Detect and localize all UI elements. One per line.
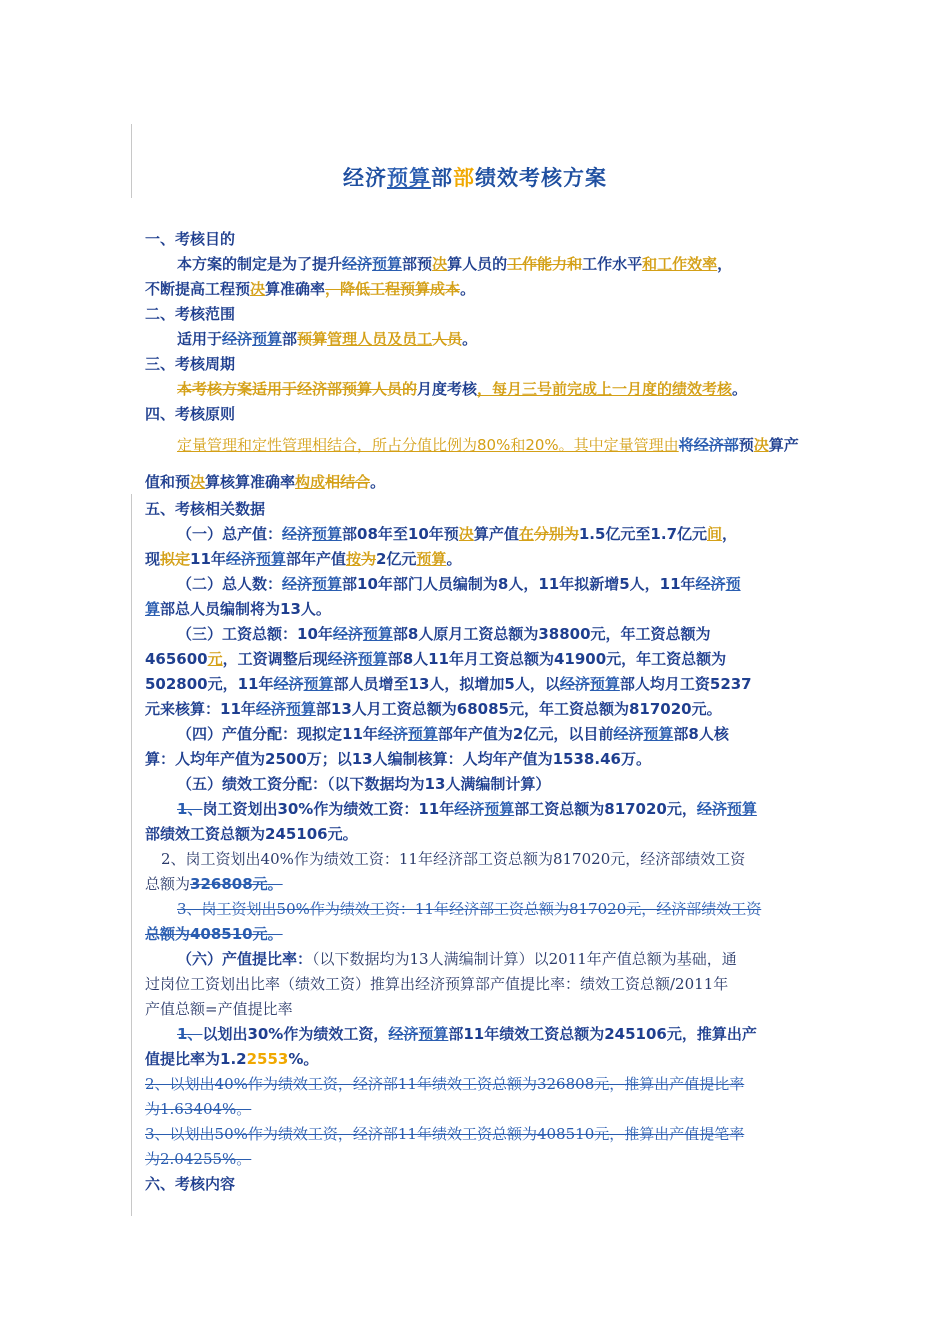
paragraph (145, 622, 810, 722)
section-heading: 六、考核内容 (145, 1175, 236, 1193)
text: 值提比率为1.2 (145, 1050, 247, 1068)
paragraph (145, 377, 810, 402)
text: 。 (446, 550, 462, 568)
text: 工作水平 (582, 255, 643, 273)
text: 1.5亿元至1.7亿元 (578, 525, 708, 543)
deleted-text: 经济 (695, 575, 726, 593)
title-part: 部 (431, 166, 453, 190)
inserted-text: ，每月三号前完成上一月度的绩效考核 (477, 380, 733, 398)
title-part: 经济 (343, 166, 387, 190)
inserted-text: 预算 (589, 675, 620, 693)
deleted-text: 1、 (177, 1025, 203, 1043)
deleted-text: 经济 (225, 550, 256, 568)
text: 岗工资划出30%作为绩效工资：11年 (202, 800, 455, 818)
text: 部8人11年月工资总额为41900元，年工资总额为 (387, 650, 727, 668)
deleted-text: 经济 (559, 675, 590, 693)
deleted-text: 经济 (696, 800, 727, 818)
text: 算：人均年产值为2500万；以13人编制核算：人均年产值为1538.46万。 (145, 750, 651, 768)
text: 现 (145, 550, 161, 568)
text: ， (722, 525, 738, 543)
paragraph (145, 897, 810, 947)
inserted-text: 构成 (295, 473, 326, 491)
text: ， (717, 255, 733, 273)
section-heading: 一、考核目的 (145, 230, 236, 248)
deleted-text: 经济 (388, 1025, 419, 1043)
paragraph (145, 722, 810, 772)
inserted-text: 在 (518, 525, 534, 543)
paragraph (145, 847, 810, 897)
paragraph (145, 427, 810, 501)
deleted-text: 1、 (177, 800, 203, 818)
deleted-text: 经济 (613, 725, 644, 743)
paragraph (145, 797, 810, 847)
text: 部总人员编制将为13人。 (160, 600, 331, 618)
text: 部人均月工资5237 (619, 675, 752, 693)
title-highlight: 部 (453, 166, 475, 190)
text: 算产值 (473, 525, 519, 543)
inserted-text: 预算 (303, 675, 334, 693)
paragraph (145, 1022, 810, 1072)
text: 过岗位工资划出比率（绩效工资）推算出经济预算部产值提比率：绩效工资总额/2011年 (145, 975, 729, 993)
paragraph (145, 1072, 810, 1172)
inserted-text: 预算 (484, 800, 515, 818)
paragraph: （五）绩效工资分配：（以下数据均为13人满编制计算） (177, 775, 551, 793)
text: 产值总额=产值提比率 (145, 1000, 293, 1018)
inserted-text: 元 (207, 650, 223, 668)
text: 总额为 (145, 875, 191, 893)
text: 本方案的制定是为了提升 (177, 255, 343, 273)
inserted-text: 算 (145, 600, 161, 618)
inserted-text: 决 (753, 436, 769, 454)
text: 465600 (145, 650, 208, 668)
deleted-text: 经济 (377, 725, 408, 743)
text: 部8人原月工资总额为38800元，年工资总额为 (392, 625, 711, 643)
text: （四）产值分配：现拟定11年 (177, 725, 378, 743)
inserted-text: 决 (458, 525, 474, 543)
paragraph (145, 252, 810, 277)
text: （一）总产值： (177, 525, 283, 543)
highlighted-text: 2553 (246, 1050, 289, 1068)
section-heading: 二、考核范围 (145, 305, 236, 323)
text: 元来核算：11年 (145, 700, 256, 718)
inserted-text: 管理人员及员工 (327, 330, 433, 348)
text: 。 (732, 380, 748, 398)
text: 部人员增至13人，拟增加5人，以 (333, 675, 560, 693)
page-title (0, 162, 950, 192)
text: 部13人月工资总额为68085元，年工资总额为817020元。 (315, 700, 722, 718)
inserted-text: 决 (432, 255, 448, 273)
inserted-text: 和工作效率 (642, 255, 718, 273)
paragraph (145, 947, 810, 1022)
text: 11年 (190, 550, 226, 568)
deleted-text: 3、以划出50%作为绩效工资，经济部11年绩效工资总额为408510元，推算出产值提笔率 (145, 1125, 745, 1143)
inserted-text: 预算 (726, 800, 757, 818)
inserted-text: 预算 (285, 700, 316, 718)
section-heading: 三、考核周期 (145, 355, 236, 373)
inserted-text: 预算 (255, 550, 286, 568)
text: 2亿元 (375, 550, 417, 568)
text: 。 (370, 473, 386, 491)
deleted-text: 2、以划出40%作为绩效工资，经济部11年绩效工资总额为326808元，推算出产值提比率 (145, 1075, 745, 1093)
deleted-text: 经济 (342, 255, 373, 273)
text: 预 (738, 436, 754, 454)
inserted-text: 预算 (252, 330, 283, 348)
paragraph (145, 277, 810, 302)
title-part: 绩效考核方案 (475, 166, 607, 190)
inserted-text: 预算 (418, 1025, 449, 1043)
deleted-text: 经济 (327, 650, 358, 668)
inserted-text: 决 (190, 473, 206, 491)
text: 部11年绩效工资总额为245106元，推算出产 (448, 1025, 757, 1043)
deleted-text: 为1.63404%。 (145, 1100, 252, 1118)
text: （以下数据均为13人满编制计算）以2011年产值总额为基础，通 (312, 950, 737, 968)
inserted-text: 预算 (372, 255, 403, 273)
text: 部8人核 (673, 725, 729, 743)
inserted-text: 预 (725, 575, 741, 593)
deleted-text: 相结合 (325, 473, 371, 491)
inserted-text: 按 (345, 550, 361, 568)
paragraph (145, 327, 810, 352)
inserted-text: 预算 (416, 550, 447, 568)
deleted-text: 为 (360, 550, 376, 568)
text: 算产值和预 (145, 436, 799, 491)
section-heading: 四、考核原则 (145, 405, 236, 423)
inserted-text: 预算 (643, 725, 674, 743)
text: ，工资调整后现 (222, 650, 328, 668)
text: 适用于 (177, 330, 223, 348)
deleted-text: 分别为 (533, 525, 579, 543)
deleted-text: 拟定 (160, 550, 191, 568)
text: 部年产值 (285, 550, 346, 568)
text: 算核算准确率 (205, 473, 296, 491)
inserted-text: 预算 (362, 625, 393, 643)
text: 不断提高工程预 (145, 280, 251, 298)
deleted-text: ，降低工程预算成本 (325, 280, 461, 298)
deleted-text: 3、岗工资划出50%作为绩效工资：11年经济部工资总额为817020元，经济部绩效工资 (177, 900, 762, 918)
text: 。 (462, 330, 478, 348)
text: 502800元，11年 (145, 675, 274, 693)
deleted-text: 工作能力和 (507, 255, 583, 273)
inserted-text: 间 (707, 525, 723, 543)
deleted-text: 经济 (454, 800, 485, 818)
sections-one-to-four (145, 227, 810, 501)
deleted-text: 经济 (282, 575, 313, 593)
text: 算人员的 (447, 255, 508, 273)
inserted-text: 预算 (357, 650, 388, 668)
text: （二）总人数： (177, 575, 283, 593)
deleted-text: 经济 (332, 625, 363, 643)
deleted-text: 经济 (222, 330, 253, 348)
text: 部绩效工资总额为245106元。 (145, 825, 358, 843)
text: 部预 (402, 255, 433, 273)
text: 部 (282, 330, 298, 348)
deleted-text: 本考核方案适用于经济部预算人员的 (177, 380, 418, 398)
deleted-text: 将经济部 (678, 436, 739, 454)
deleted-text: 人员 (432, 330, 463, 348)
inserted-text: 决 (250, 280, 266, 298)
inserted-text: 预算 (312, 575, 343, 593)
paragraph (145, 572, 810, 622)
section-five (145, 497, 810, 1197)
inserted-text: 定量管理和定性管理相结合，所占分值比例为80%和20%。其中定量管理由 (177, 436, 679, 454)
deleted-text: 经济 (273, 675, 304, 693)
deleted-text: 预算 (297, 330, 328, 348)
title-inserted: 预算 (387, 166, 431, 190)
text: 部10年部门人员编制为8人，11年拟新增5人，11年 (342, 575, 696, 593)
deleted-text: 经济 (282, 525, 313, 543)
text: （六）产值提比率： (177, 950, 313, 968)
text: 。 (460, 280, 476, 298)
paragraph (145, 522, 810, 572)
margin-line (131, 494, 132, 1216)
text: %。 (288, 1050, 319, 1068)
text: 月度考核 (417, 380, 478, 398)
text: 部工资总额为817020元， (514, 800, 697, 818)
text: 部08年至10年预 (342, 525, 459, 543)
text: 部年产值为2亿元，以目前 (437, 725, 614, 743)
text: （三）工资总额：10年 (177, 625, 333, 643)
text: 2、岗工资划出40%作为绩效工资：11年经济部工资总额为817020元，经济部绩效工资 (161, 850, 746, 868)
inserted-text: 预算 (407, 725, 438, 743)
deleted-text: 经济 (255, 700, 286, 718)
deleted-text: 为2.04255%。 (145, 1150, 252, 1168)
deleted-text: 总额为408510元。 (145, 925, 283, 943)
text: 算准确率 (265, 280, 326, 298)
section-heading: 五、考核相关数据 (145, 500, 266, 518)
deleted-text: 326808元。 (190, 875, 283, 893)
text: 以划出30%作为绩效工资， (202, 1025, 389, 1043)
inserted-text: 预算 (312, 525, 343, 543)
